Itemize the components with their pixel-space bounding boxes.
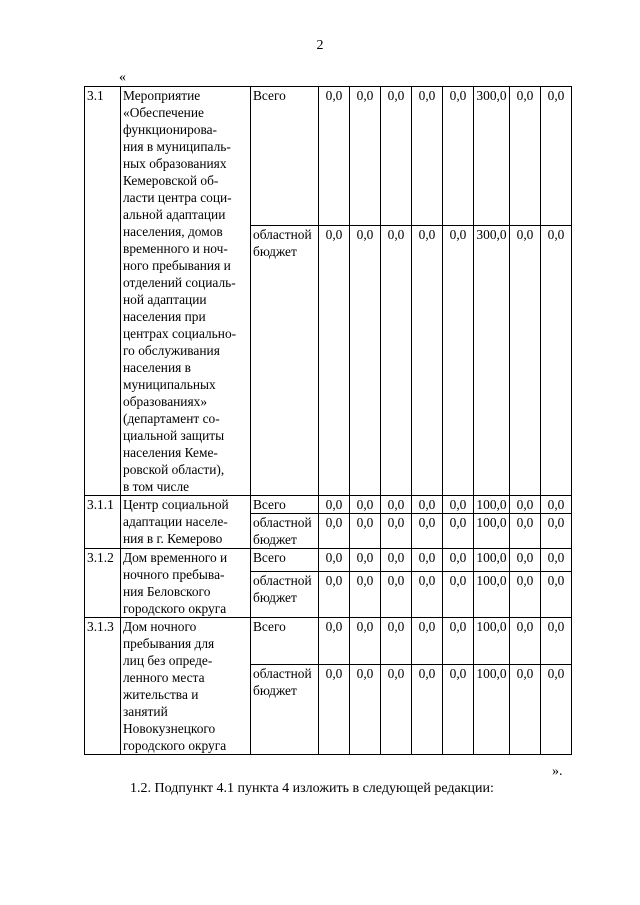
funding-source [251, 514, 319, 549]
amount-cell: 0,0 [510, 618, 541, 665]
funding-source-line: бюджет [253, 590, 297, 606]
funding-source-line: бюджет [253, 532, 297, 547]
funding-source [251, 572, 319, 618]
measure-name-line: ласти центра соци- [123, 190, 232, 205]
measure-name-line: ния Беловского [123, 584, 211, 599]
measure-name-line: ния в г. Кемерово [123, 531, 223, 546]
measure-name [121, 496, 251, 549]
amount-cell: 0,0 [443, 496, 474, 514]
measure-name-line: адаптации населе- [123, 514, 228, 529]
funding-source [251, 549, 319, 572]
amount-cell: 0,0 [443, 664, 474, 754]
amount-cell: 0,0 [443, 514, 474, 549]
amount-cell: 0,0 [510, 549, 541, 572]
amount-cell: 0,0 [541, 225, 572, 495]
measure-name-line: Мероприятие [123, 88, 201, 103]
measure-name [121, 549, 251, 618]
measure-name-line: Новокузнецкого [123, 721, 216, 736]
funding-source-line: областной [253, 665, 312, 681]
opening-quote-mark: « [119, 70, 126, 85]
amount-cell: 0,0 [319, 664, 350, 754]
row-number: 3.1 [85, 87, 121, 496]
funding-source [251, 664, 319, 754]
measure-name-line: центрах социально- [123, 326, 237, 341]
measure-name-line: населения, домов [123, 224, 223, 239]
amount-cell: 0,0 [510, 572, 541, 618]
amount-cell: 0,0 [381, 572, 412, 618]
amount-cell: 0,0 [350, 225, 381, 495]
funding-source [251, 618, 319, 665]
measure-name-line: ного пребывания и [123, 258, 231, 273]
measure-name-line: Дом ночного [123, 619, 197, 634]
measure-name-line: лиц без опреде- [123, 653, 213, 668]
amount-cell: 0,0 [319, 549, 350, 572]
amount-cell: 0,0 [541, 549, 572, 572]
amount-cell: 0,0 [510, 87, 541, 226]
measure-name-line: городского округа [123, 738, 227, 753]
funding-source-line: Всего [253, 619, 286, 634]
amount-cell: 100,0 [474, 618, 510, 665]
measure-name-line: ной адаптации [123, 292, 207, 307]
measure-name-line: (департамент со- [123, 411, 220, 426]
measure-name-line: пребывания для [123, 636, 215, 651]
amount-cell: 0,0 [541, 664, 572, 754]
amount-cell: 0,0 [381, 618, 412, 665]
amount-cell: 0,0 [350, 664, 381, 754]
measure-name [121, 87, 251, 496]
measure-name-line: Кемеровской об- [123, 173, 219, 188]
funding-source [251, 87, 319, 226]
funding-source-line: бюджет [253, 243, 297, 259]
amount-cell: 0,0 [541, 496, 572, 514]
funding-source-line: областной [253, 515, 312, 530]
measure-name-line: ровской области), [123, 462, 225, 477]
funding-source [251, 496, 319, 514]
measure-name-line: городского округа [123, 601, 227, 616]
amount-cell: 0,0 [412, 618, 443, 665]
amount-cell: 0,0 [319, 572, 350, 618]
measure-name-line: населения в [123, 360, 191, 375]
amount-cell: 0,0 [541, 514, 572, 549]
measure-name-line: временного и ноч- [123, 241, 228, 256]
measure-name-line: функционирова- [123, 122, 218, 137]
measure-name-line: отделений социаль- [123, 275, 236, 290]
amount-cell: 0,0 [350, 496, 381, 514]
amount-cell: 0,0 [443, 87, 474, 226]
measure-name-line: в том числе [123, 479, 190, 494]
page-number: 2 [316, 38, 324, 53]
amount-cell: 0,0 [443, 549, 474, 572]
amount-cell: 0,0 [510, 664, 541, 754]
table-row [85, 618, 572, 665]
measure-name-line: жительства и [123, 687, 199, 702]
amount-cell: 0,0 [350, 572, 381, 618]
amount-cell: 0,0 [412, 664, 443, 754]
measure-name-line: го обслуживания [123, 343, 220, 358]
amount-cell: 0,0 [412, 87, 443, 226]
amount-cell: 0,0 [319, 514, 350, 549]
measure-name-line: ния в муниципаль- [123, 139, 231, 154]
amount-cell: 0,0 [350, 87, 381, 226]
amount-cell: 0,0 [350, 549, 381, 572]
amount-cell: 0,0 [381, 549, 412, 572]
amount-cell: 0,0 [541, 572, 572, 618]
table-row [85, 549, 572, 572]
budget-table [84, 86, 572, 755]
amount-cell: 0,0 [319, 496, 350, 514]
amount-cell: 0,0 [412, 514, 443, 549]
funding-source-line: Всего [253, 88, 286, 103]
measure-name-line: циальной защиты [123, 428, 225, 443]
measure-name-line: населения при [123, 309, 206, 324]
measure-name-line: ночного пребыва- [123, 567, 225, 582]
measure-name-line: Дом временного и [123, 550, 228, 565]
table-row [85, 87, 572, 226]
amount-cell: 0,0 [381, 225, 412, 495]
amount-cell: 0,0 [443, 618, 474, 665]
amount-cell: 100,0 [474, 514, 510, 549]
amount-cell: 0,0 [541, 87, 572, 226]
measure-name-line: ных образованиях [123, 156, 227, 171]
amount-cell: 100,0 [474, 496, 510, 514]
measure-name-line: муниципальных [123, 377, 216, 392]
amount-cell: 0,0 [412, 496, 443, 514]
amount-cell: 0,0 [443, 572, 474, 618]
amount-cell: 0,0 [412, 549, 443, 572]
amount-cell: 0,0 [350, 618, 381, 665]
measure-name-line: образованиях» [123, 394, 208, 409]
amount-cell: 0,0 [381, 664, 412, 754]
funding-source-line: областной [253, 226, 312, 242]
closing-quote-mark: ». [552, 764, 563, 779]
measure-name [121, 618, 251, 755]
measure-name-line: населения Кеме- [123, 445, 218, 460]
amount-cell: 100,0 [474, 664, 510, 754]
funding-source-line: бюджет [253, 682, 297, 698]
amount-cell: 100,0 [474, 572, 510, 618]
amount-cell: 0,0 [319, 618, 350, 665]
measure-name-line: ленного места [123, 670, 205, 685]
amount-cell: 0,0 [319, 87, 350, 226]
amount-cell: 300,0 [474, 225, 510, 495]
amount-cell: 0,0 [381, 496, 412, 514]
amount-cell: 0,0 [412, 572, 443, 618]
row-number: 3.1.1 [85, 496, 121, 549]
table-row [85, 496, 572, 514]
amount-cell: 300,0 [474, 87, 510, 226]
amount-cell: 0,0 [381, 87, 412, 226]
funding-source [251, 225, 319, 495]
amount-cell: 0,0 [319, 225, 350, 495]
amendment-paragraph: 1.2. Подпункт 4.1 пункта 4 изложить в следующей редакции: [130, 781, 494, 796]
amount-cell: 0,0 [510, 514, 541, 549]
funding-source-line: Всего [253, 550, 286, 565]
amount-cell: 0,0 [412, 225, 443, 495]
funding-source-line: областной [253, 573, 312, 589]
amount-cell: 0,0 [443, 225, 474, 495]
amount-cell: 0,0 [510, 225, 541, 495]
measure-name-line: занятий [123, 704, 168, 719]
amount-cell: 0,0 [510, 496, 541, 514]
row-number: 3.1.2 [85, 549, 121, 618]
measure-name-line: альной адаптации [123, 207, 226, 222]
funding-source-line: Всего [253, 497, 286, 512]
amount-cell: 0,0 [541, 618, 572, 665]
amount-cell: 0,0 [381, 514, 412, 549]
amount-cell: 0,0 [350, 514, 381, 549]
measure-name-line: Центр социальной [123, 497, 229, 512]
row-number: 3.1.3 [85, 618, 121, 755]
amount-cell: 100,0 [474, 549, 510, 572]
measure-name-line: «Обеспечение [123, 105, 204, 120]
